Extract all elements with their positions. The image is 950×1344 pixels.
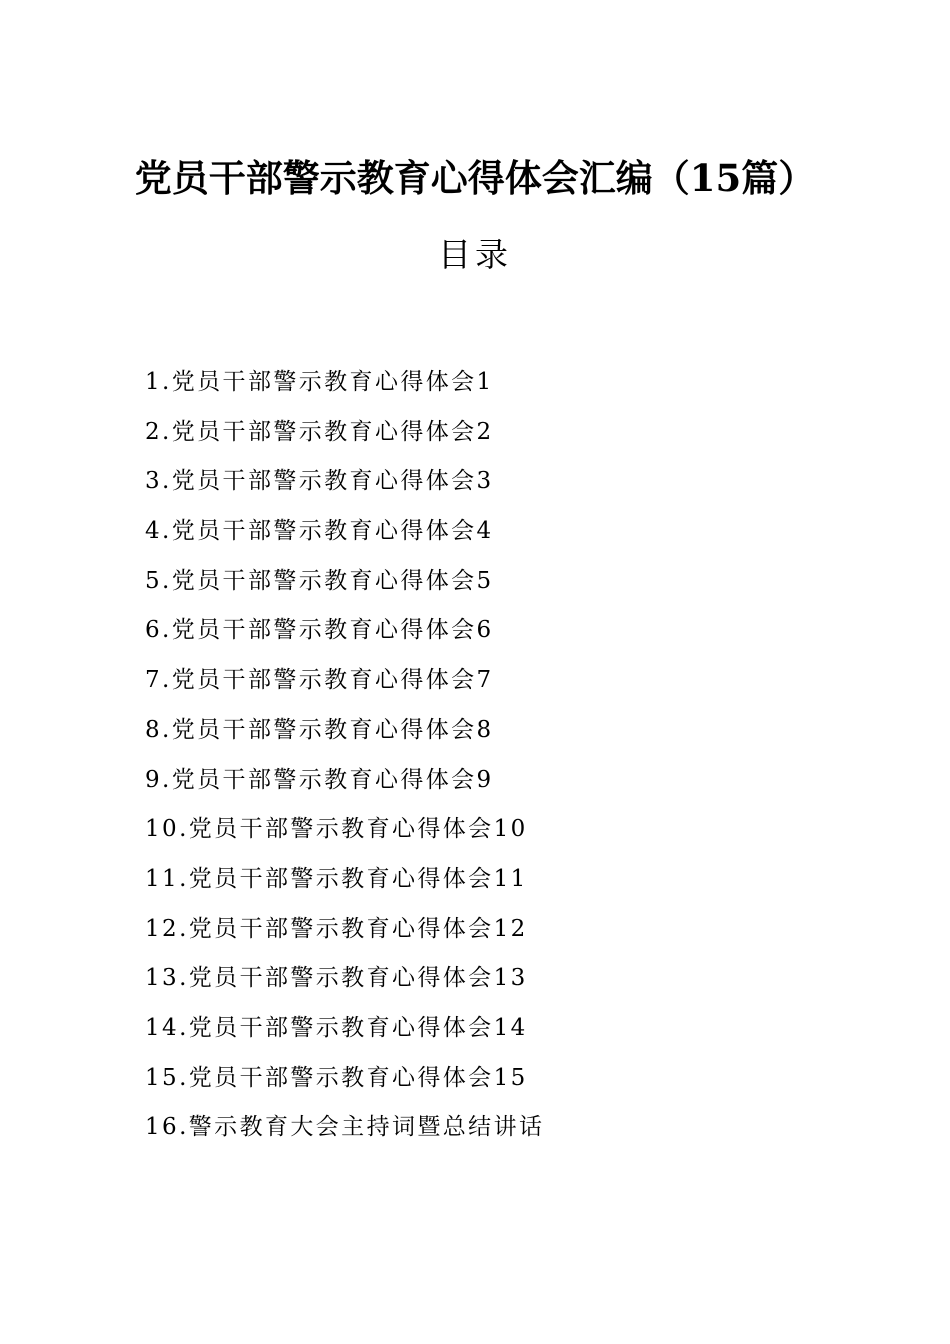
toc-item: 11.党员干部警示教育心得体会11 [145, 865, 528, 892]
toc-item: 9.党员干部警示教育心得体会9 [145, 766, 494, 793]
toc-item: 13.党员干部警示教育心得体会13 [145, 965, 528, 992]
toc-item: 3.党员干部警示教育心得体会3 [145, 468, 494, 495]
toc-item: 15.党员干部警示教育心得体会15 [145, 1064, 528, 1091]
toc-item: 7.党员干部警示教育心得体会7 [145, 667, 494, 694]
document-title: 党员干部警示教育心得体会汇编（15篇） [134, 156, 816, 200]
toc-item: 6.党员干部警示教育心得体会6 [145, 617, 494, 644]
toc-item: 1.党员干部警示教育心得体会1 [145, 369, 494, 395]
toc-item: 14.党员干部警示教育心得体会14 [145, 1014, 528, 1041]
toc-item: 4.党员干部警示教育心得体会4 [145, 518, 494, 545]
toc-item: 8.党员干部警示教育心得体会8 [145, 716, 494, 743]
toc-item: 10.党员干部警示教育心得体会10 [145, 816, 528, 843]
toc-item: 12.党员干部警示教育心得体会12 [145, 915, 528, 942]
toc-heading: 目录 [438, 235, 512, 274]
toc-item: 5.党员干部警示教育心得体会5 [145, 567, 494, 594]
toc-item: 2.党员干部警示教育心得体会2 [145, 418, 494, 445]
table-of-contents [145, 360, 544, 1155]
toc-item: 16.警示教育大会主持词暨总结讲话 [145, 1114, 545, 1141]
